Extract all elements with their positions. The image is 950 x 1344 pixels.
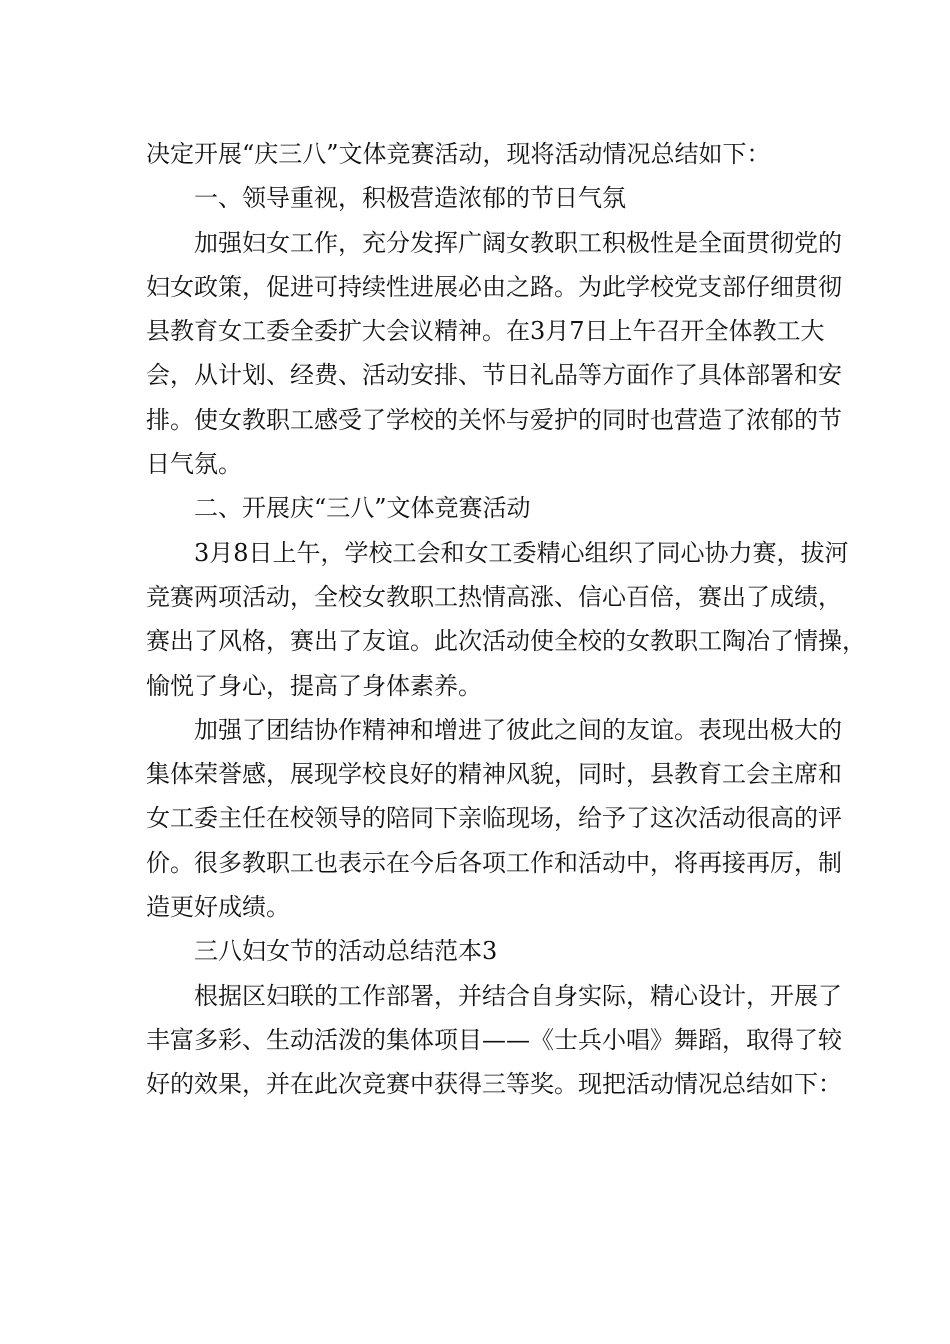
text-line: 加强了团结协作精神和增进了彼此之间的友谊。表现出极大的: [194, 715, 842, 744]
text-line: 加强妇女工作，充分发挥广阔女教职工积极性是全面贯彻党的: [194, 228, 842, 257]
text-line: 造更好成绩。: [146, 893, 290, 922]
text-line: 竞赛两项活动，全校女教职工热情高涨、信心百倍，赛出了成绩，: [146, 582, 842, 611]
text-line: 3月8日上午，学校工会和女工委精心组织了同心协力赛，拔河: [194, 538, 849, 567]
section-heading: 二、开展庆“三八”文体竞赛活动: [194, 494, 531, 523]
text-line: 集体荣誉感，展现学校良好的精神风貌，同时，县教育工会主席和: [146, 760, 842, 789]
text-line: 会，从计划、经费、活动安排、节日礼品等方面作了具体部署和安: [146, 361, 842, 390]
text-line: 价。很多教职工也表示在今后各项工作和活动中，将再接再厉，制: [146, 848, 842, 877]
text-line: 赛出了风格，赛出了友谊。此次活动使全校的女教职工陶冶了情操，: [146, 627, 866, 656]
text-line: 排。使女教职工感受了学校的关怀与爱护的同时也营造了浓郁的节: [146, 405, 842, 434]
text-line: 丰富多彩、生动活泼的集体项目——《士兵小唱》舞蹈，取得了较: [146, 1025, 842, 1054]
text-line: 县教育女工委全委扩大会议精神。在3月7日上午召开全体教工大: [146, 317, 825, 346]
section-heading: 一、领导重视，积极营造浓郁的节日气氛: [194, 184, 626, 213]
text-line: 根据区妇联的工作部署，并结合自身实际，精心设计，开展了: [194, 981, 842, 1010]
text-line: 决定开展“庆三八”文体竞赛活动，现将活动情况总结如下：: [146, 140, 771, 168]
text-line: 日气氛。: [146, 450, 242, 479]
text-line: 好的效果，并在此次竞赛中获得三等奖。现把活动情况总结如下：: [146, 1070, 842, 1099]
section-heading: 三八妇女节的活动总结范本3: [194, 937, 498, 966]
text-line: 妇女政策，促进可持续性进展必由之路。为此学校党支部仔细贯彻: [146, 272, 842, 301]
text-line: 女工委主任在校领导的陪同下亲临现场，给予了这次活动很高的评: [146, 804, 842, 833]
text-line: 愉悦了身心，提高了身体素养。: [146, 671, 482, 700]
document-body: [146, 132, 866, 1107]
